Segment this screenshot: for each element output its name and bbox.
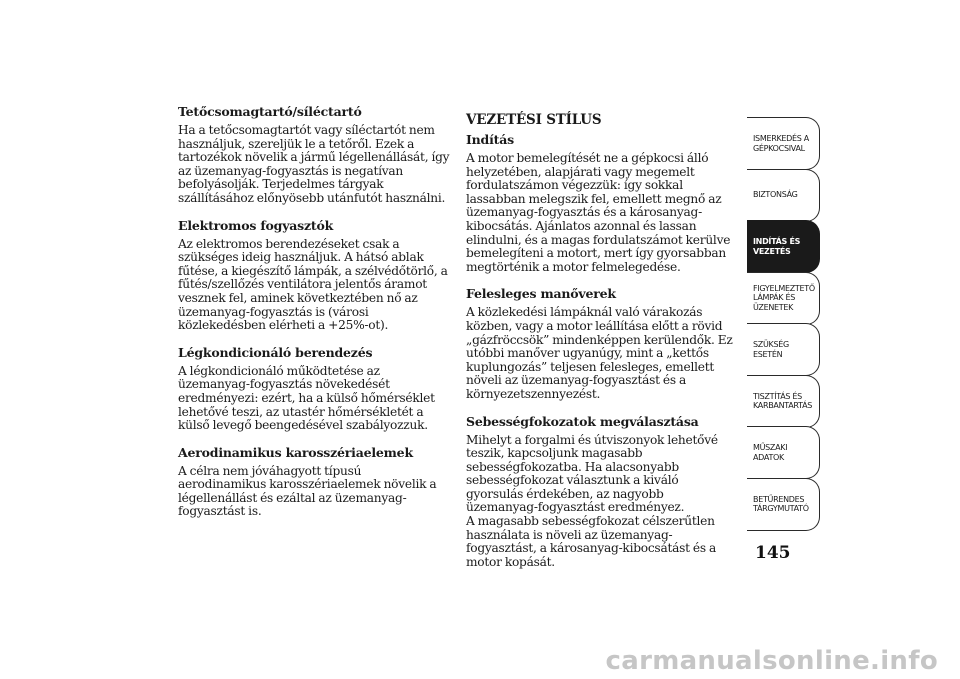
tab-index[interactable]: BETŰRENDES TÁRGYMUTATÓ	[747, 478, 820, 531]
section-text-electrical: Az elektromos berendezéseket csak a szükséges ideig használjuk. A hátsó ablak fűtése, a kiegészítő lámpák, a szélvédőtörlő, a fűtés/szellőzés ventilátora jelentős áramot vesznek fel, aminek következtében nő az üzemanyag-fogyasztás is (városi közlekedésben elérheti a +25%-ot).	[178, 236, 448, 333]
section-heading-electrical: Elektromos fogyasztók	[178, 217, 334, 233]
tab-warning-lights[interactable]: FIGYELMEZTETŐ LÁMPÁK ÉS ÜZENETEK	[747, 272, 820, 325]
left-column	[178, 105, 450, 528]
section-heading-aerodynamic: Aerodinamikus karosszériaelemek	[178, 444, 413, 460]
tab-getting-to-know[interactable]: ISMERKEDÉS A GÉPKOCSIVAL	[747, 117, 820, 170]
chapter-tabs	[747, 117, 820, 531]
right-column	[466, 105, 738, 578]
tab-technical-data[interactable]: MŰSZAKI ADATOK	[747, 426, 820, 479]
section-text-gear-selection-1: Mihelyt a forgalmi és útviszonyok lehetővé teszik, kapcsoljunk magasabb sebességfokozatba. Ha alacsonyabb sebességfokozat választunk a kiváló gyorsulás érdekében, az nagyobb üzemanyag-fogyasztást eredményez.	[466, 432, 718, 515]
chapter-title: VEZETÉSI STÍLUS	[466, 112, 602, 128]
section-text-start: A motor bemelegítését ne a gépkocsi álló helyzetében, alapjárati vagy megemelt fordulatszámon végezzük: így sokkal lassabban melegszik fel, emellett megnő az üzemanyag-fogyasztás és a károsanyag-kibocsátás. Ajánlatos azonnal és lassan elindulni, és a magas fordulatszámot kerülve bemelegíteni a motort, mert így gyorsabban megtörténik a motor felmelegedése.	[466, 151, 731, 274]
tab-starting-driving[interactable]: INDÍTÁS ÉS VEZETÉS	[747, 220, 820, 273]
tab-maintenance[interactable]: TISZTÍTÁS ÉS KARBANTARTÁS	[747, 375, 820, 428]
watermark: carmanualsonline.info	[605, 646, 938, 676]
section-text-gear-selection-2: A magasabb sebességfokozat célszerűtlen használata is növeli az üzemanyag-fogyasztást, a károsanyag-kibocsátást és a motor kopását.	[466, 514, 717, 569]
section-heading-gear-selection: Sebességfokozatok megválasztása	[466, 413, 699, 429]
section-text-maneuvers: A közlekedési lámpáknál való várakozás közben, vagy a motor leállítása előtt a rövid „gázfröccsök” mindenképpen kerülendők. Ez utóbbi manőver ugyanúgy, mint a „kettős kuplungozás” teljesen felesleges, emellett növeli az üzemanyag-fogyasztást és a környezetszennyezést.	[466, 305, 733, 401]
section-heading-maneuvers: Felesleges manőverek	[466, 286, 616, 302]
section-text-aerodynamic: A célra nem jóváhagyott típusú aerodinamikus karosszériaelemek növelik a légellenállást és ezáltal az üzemanyag-fogyasztást is.	[178, 463, 437, 519]
section-heading-air-conditioning: Légkondicionáló berendezés	[178, 344, 373, 360]
section-heading-start: Indítás	[466, 132, 514, 147]
tab-safety[interactable]: BIZTONSÁG	[747, 169, 820, 222]
page-number: 145	[755, 543, 791, 563]
section-heading-roof-rack: Tetőcsomagtartó/síléctartó	[178, 104, 362, 119]
section-text-air-conditioning: A légkondicionáló működtetése az üzemanyag-fogyasztás növekedését eredményezi: ezért, ha a külső hőmérséklet lehetővé teszi, az utastér hőmérsékletét a külső levegő beengedésével szabályozzuk.	[178, 363, 435, 433]
section-text-roof-rack: Ha a tetőcsomagtartót vagy síléctartót nem használjuk, szereljük le a tetőről. Ezek a tartozékok növelik a jármű légellenállását, így az üzemanyag-fogyasztás is negatívan befolyásolják. Terjedelmes tárgyak szállításához előnyösebb utánfutót használni.	[178, 123, 450, 205]
tab-emergency[interactable]: SZÜKSÉG ESETÉN	[747, 323, 820, 376]
